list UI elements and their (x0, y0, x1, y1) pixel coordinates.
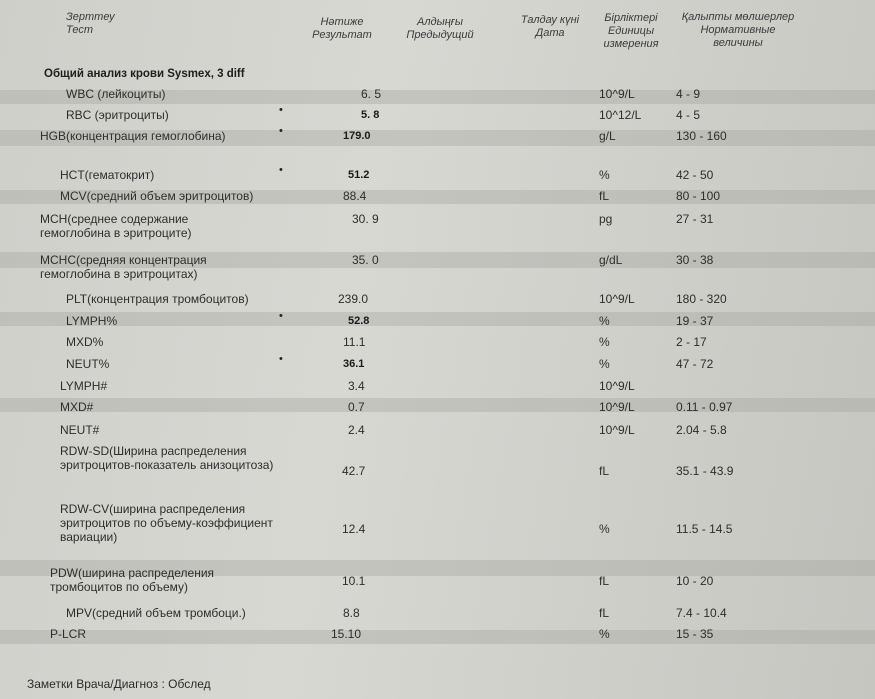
reference-range: 19 - 37 (676, 314, 714, 328)
doctor-notes: Заметки Врача/Диагноз : Обслед (27, 677, 211, 691)
result-value: 52.8 (348, 315, 370, 327)
unit-value: fL (599, 464, 610, 478)
header-result-kz: Нәтиже (320, 16, 364, 28)
result-value: 5. 8 (361, 109, 380, 121)
header-norms-ru1: Нормативные (700, 24, 776, 36)
result-value: 10.1 (342, 574, 366, 588)
abnormal-flag: • (279, 104, 283, 116)
unit-value: g/dL (599, 253, 623, 267)
header-units-ru1: Единицы (607, 25, 655, 37)
test-name: LYMPH% (66, 314, 118, 328)
abnormal-flag: • (279, 353, 283, 365)
test-name: MCHC(средняя концентрация гемоглобина в эритроцитах) (40, 253, 207, 281)
header-units (594, 12, 668, 51)
reference-range: 7.4 - 10.4 (676, 606, 727, 620)
section-title: Общий анализ крови Sysmex, 3 diff (44, 68, 245, 80)
reference-range: 0.11 - 0.97 (676, 400, 733, 414)
header-result (302, 16, 382, 42)
test-name: PLT(концентрация тромбоцитов) (66, 292, 249, 306)
test-name: RDW-SD(Ширина распределения эритроцитов-показатель анизоцитоза) (60, 444, 274, 472)
abnormal-flag: • (279, 164, 283, 176)
test-name: RDW-CV(ширина распределения эритроцитов по объему-коэффициент вариации) (60, 502, 273, 544)
test-name: P-LCR (50, 627, 87, 641)
reference-range: 180 - 320 (676, 292, 727, 306)
unit-value: 10^9/L (599, 292, 635, 306)
header-units-kz: Бірліктері (604, 12, 658, 24)
header-previous-ru: Предыдущий (406, 29, 474, 41)
test-name: PDW(ширина распределения тромбоцитов по объему) (50, 566, 215, 594)
result-value: 0.7 (348, 400, 365, 414)
result-value: 12.4 (342, 522, 366, 536)
result-value: 239.0 (338, 292, 369, 306)
unit-value: fL (599, 606, 610, 620)
reference-range: 27 - 31 (676, 212, 714, 226)
header-test-kz: Зерттеу (66, 11, 115, 23)
test-name: MXD% (66, 335, 104, 349)
header-units-ru2: измерения (603, 38, 659, 50)
test-name: NEUT% (66, 357, 110, 371)
test-name: RBC (эритроциты) (66, 108, 169, 122)
reference-range: 2 - 17 (676, 335, 707, 349)
unit-value: 10^9/L (599, 379, 635, 393)
test-name: HCT(гематокрит) (60, 168, 155, 182)
test-name: MXD# (60, 400, 94, 414)
result-value: 30. 9 (352, 212, 379, 226)
unit-value: % (599, 168, 610, 182)
unit-value: 10^9/L (599, 87, 635, 101)
header-norms (668, 11, 808, 50)
unit-value: 10^9/L (599, 423, 635, 437)
reference-range: 80 - 100 (676, 189, 721, 203)
header-test-ru: Тест (66, 24, 94, 36)
header-result-ru: Результат (312, 29, 372, 41)
reference-range: 42 - 50 (676, 168, 714, 182)
result-value: 11.1 (343, 335, 366, 349)
test-name: WBC (лейкоциты) (66, 87, 166, 101)
test-name: HGB(концентрация гемоглобина) (40, 129, 226, 143)
unit-value: % (599, 522, 610, 536)
header-date-ru: Дата (535, 27, 565, 39)
test-name: NEUT# (60, 423, 100, 437)
header-date-kz: Талдау күні (520, 14, 580, 26)
reference-range: 35.1 - 43.9 (676, 464, 734, 478)
result-value: 179.0 (343, 130, 371, 142)
unit-value: % (599, 627, 610, 641)
result-value: 35. 0 (352, 253, 379, 267)
unit-value: % (599, 335, 610, 349)
result-value: 6. 5 (361, 87, 382, 101)
result-value: 42.7 (342, 464, 366, 478)
result-value: 8.8 (343, 606, 360, 620)
test-name: MCV(средний объем эритроцитов) (60, 189, 254, 203)
result-value: 88.4 (343, 189, 367, 203)
test-name: LYMPH# (60, 379, 108, 393)
unit-value: g/L (599, 129, 616, 143)
unit-value: fL (599, 574, 610, 588)
test-name: MCH(среднее содержание гемоглобина в эритроците) (40, 212, 192, 240)
result-value: 15.10 (331, 627, 362, 641)
reference-range: 15 - 35 (676, 627, 714, 641)
result-value: 2.4 (348, 423, 365, 437)
unit-value: 10^9/L (599, 400, 635, 414)
unit-value: pg (599, 212, 613, 226)
reference-range: 10 - 20 (676, 574, 714, 588)
reference-range: 2.04 - 5.8 (676, 423, 727, 437)
unit-value: % (599, 357, 610, 371)
reference-range: 4 - 5 (676, 108, 701, 122)
header-test (66, 11, 115, 37)
unit-value: 10^12/L (599, 108, 642, 122)
header-norms-ru2: величины (713, 37, 763, 49)
reference-range: 130 - 160 (676, 129, 727, 143)
reference-range: 4 - 9 (676, 87, 701, 101)
header-previous (400, 16, 480, 42)
header-date (508, 14, 592, 40)
header-norms-kz: Қалыпты мөлшерлер (681, 11, 795, 23)
unit-value: fL (599, 189, 610, 203)
test-name: MPV(средний объем тромбоци.) (66, 606, 246, 620)
abnormal-flag: • (279, 310, 283, 322)
reference-range: 11.5 - 14.5 (676, 522, 733, 536)
unit-value: % (599, 314, 610, 328)
result-value: 3.4 (348, 379, 365, 393)
reference-range: 47 - 72 (676, 357, 714, 371)
reference-range: 30 - 38 (676, 253, 714, 267)
header-previous-kz: Алдыңғы (416, 16, 464, 28)
result-value: 36.1 (343, 358, 365, 370)
result-value: 51.2 (348, 169, 370, 181)
abnormal-flag: • (279, 125, 283, 137)
